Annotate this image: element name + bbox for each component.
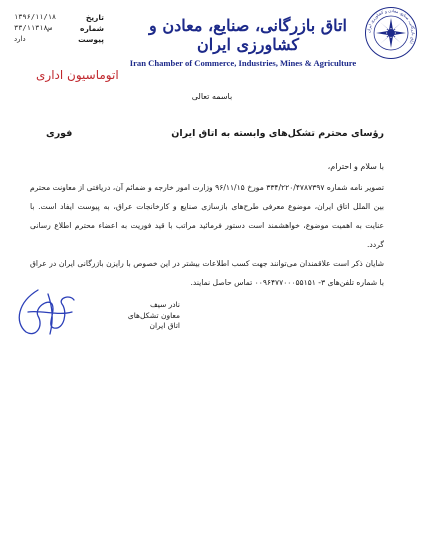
meta-attachment-row [14,34,104,45]
salutation-heading: باسمه تعالی [191,92,233,101]
chamber-emblem-icon [364,6,418,60]
meta-number-value: ۳۳/۱۱۳۱۸س [14,24,52,32]
office-automation-label: اتوماسیون اداری [36,68,119,82]
letter-body [30,178,384,292]
meta-number-row [14,23,104,34]
letter-meta [14,12,104,45]
meta-date-value: ۱۳۹۶/۱۱/۱۸ [14,13,57,21]
meta-date-row [14,12,104,23]
meta-attachment-label: پیوست [78,35,104,44]
chamber-name-english: Iran Chamber of Commerce, Industries, Mines & Agriculture [129,58,357,68]
signatory-title: معاون تشکل‌های [127,310,180,320]
meta-number-label: شماره [80,24,104,33]
priority-label: فوری [46,128,73,139]
meta-attachment-value: دارد [14,35,26,43]
body-paragraph-1: تصویر نامه شماره ۳۳۴/۲۲۰/۴۷۸۷۳۹۷ مورخ ۹۶/۱۱/۱۵ وزارت امور خارجه و ضمائم آن، دریافتی از معاونت محترم بین الملل اتاق ایران، موضوع معرفی طرح‌های بازسازی صنایع و کارخانجات عراق، به پیوست ایفاد است. با عنایت به اهمیت موضوع، خواهشمند است دستور فرمائید مراتب با قید فوریت به اعضاء محترم اطلاع رسانی گردد. [30,183,385,249]
body-paragraph-2: شایان ذکر است علاقمندان می‌توانند جهت کسب اطلاعات بیشتر در این خصوص با رایزن بازرگانی ایران در عراق با شماره تلفن‌های ۳- ۰۰۹۶۴۷۷۰۰۰۵۵۱۵۱ تماس حاصل نمایند. [30,259,384,287]
handwritten-signature-icon [8,282,88,342]
logo-ring-text: اتاق بازرگانی، صنایع، معادن و کشاورزی ایران [365,7,417,45]
meta-date-label: تاریخ [85,13,104,22]
greeting-line: با سلام و احترام، [327,162,384,171]
signatory-block [80,300,180,332]
signatory-name: نادر سیف [149,300,180,309]
chamber-name-persian: اتاق بازرگانی، صنایع، معادن و کشاورزی ایران [149,16,347,54]
addressee-line: رؤسای محترم تشکل‌های وابسته به اتاق ایران [171,128,384,139]
signatory-org: اتاق ایران [149,321,180,330]
